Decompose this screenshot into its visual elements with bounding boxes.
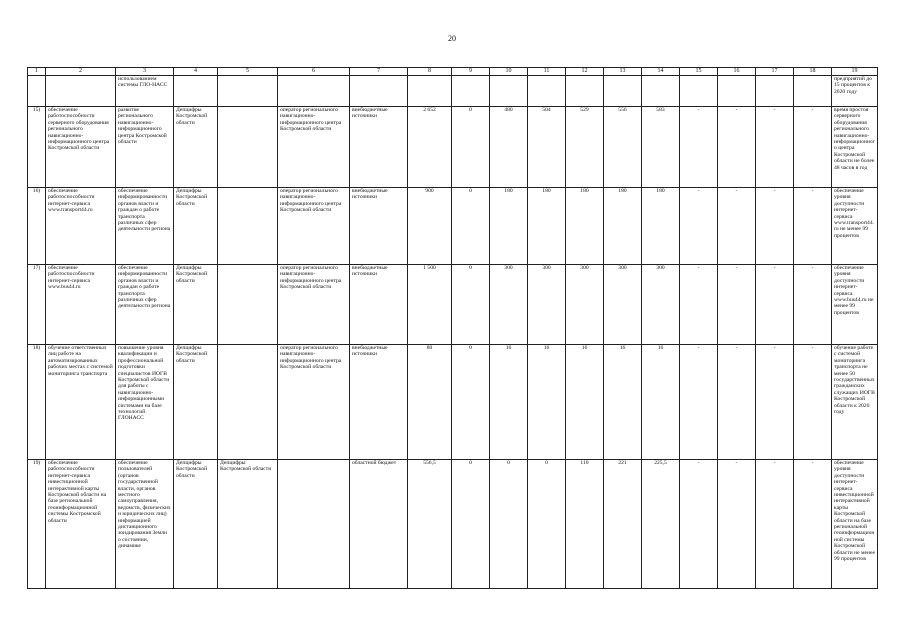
column-header: 15 <box>680 68 718 76</box>
cell <box>408 76 452 107</box>
year-value: - <box>794 345 832 460</box>
executor-cell: Депцифры Костромской области <box>174 460 218 589</box>
year-value: 110 <box>566 460 604 589</box>
year-value: - <box>680 345 718 460</box>
row-number: 16) <box>28 188 46 265</box>
column-header: 17 <box>756 68 794 76</box>
executor-cell: Депцифры Костромской области <box>174 188 218 265</box>
year-value: 583 <box>642 107 680 188</box>
year-value: 225,5 <box>642 460 680 589</box>
column-header: 13 <box>604 68 642 76</box>
total-amount: 2 652 <box>408 107 452 188</box>
year-value: 0 <box>452 265 490 345</box>
column-header: 8 <box>408 68 452 76</box>
year-value: 556 <box>604 107 642 188</box>
coexecutor-cell <box>218 188 278 265</box>
executor-cell: Депцифры Костромской области <box>174 265 218 345</box>
year-value: 0 <box>452 188 490 265</box>
coexecutor-cell <box>218 345 278 460</box>
table-body <box>28 68 878 589</box>
year-value: - <box>756 460 794 589</box>
column-header: 4 <box>174 68 218 76</box>
cell <box>756 76 794 107</box>
continuation-row <box>28 76 878 107</box>
cell <box>680 76 718 107</box>
column-header: 5 <box>218 68 278 76</box>
total-amount: 1 500 <box>408 265 452 345</box>
task-cell: обеспечение информированности органов власти и граждан о работе транспорта различных сфер деятельности региона <box>116 188 174 265</box>
year-value: - <box>680 265 718 345</box>
year-value: - <box>756 107 794 188</box>
year-value: 300 <box>604 265 642 345</box>
year-value: 529 <box>566 107 604 188</box>
year-value: 180 <box>566 188 604 265</box>
result-cell: обеспечение уровня доступности интернет-сервиса www.bus44.ru не менее 99 процентов <box>832 265 878 345</box>
recipient-cell <box>278 460 350 589</box>
year-value: - <box>794 460 832 589</box>
table-row <box>28 345 878 460</box>
task-cell: использованием системы ГЛО-НАСС <box>116 76 174 107</box>
recipient-cell: оператор регионального навигационно-информационного центра Костромской области <box>278 265 350 345</box>
result-cell: обеспечение уровня доступности интернет-сервиса www.transport44.ru не менее 99 процентов <box>832 188 878 265</box>
year-value: 221 <box>604 460 642 589</box>
task-cell: повышение уровня квалификации и профессиональной подготовки специалистов ИОГВ Костромской области для работы с навигационно-информационными системами на базе технологий ГЛОНАСС <box>116 345 174 460</box>
column-header: 10 <box>490 68 528 76</box>
executor-cell: Депцифры Костромской области <box>174 345 218 460</box>
year-value: 180 <box>604 188 642 265</box>
task-cell: обеспечение информированности органов власти и граждан о работе транспорта различных сфер деятельности региона <box>116 265 174 345</box>
row-number: 18) <box>28 345 46 460</box>
page-number: 20 <box>448 34 456 43</box>
column-header: 12 <box>566 68 604 76</box>
cell <box>566 76 604 107</box>
year-value: - <box>794 107 832 188</box>
year-value: 16 <box>528 345 566 460</box>
table-row <box>28 188 878 265</box>
column-header: 9 <box>452 68 490 76</box>
year-value: - <box>680 188 718 265</box>
total-amount: 900 <box>408 188 452 265</box>
table-row <box>28 460 878 589</box>
year-value: 16 <box>566 345 604 460</box>
year-value: 180 <box>528 188 566 265</box>
year-value: - <box>756 345 794 460</box>
year-value: 300 <box>642 265 680 345</box>
result-cell: обучение работе с системой мониторинга транспорта не менее 50 государственных гражданских служащих ИОГВ Костромской области к 2020 году <box>832 345 878 460</box>
measure-name: обеспечение работоспособности интернет-сервиса www.transport44.ru <box>46 188 116 265</box>
measure-name: обеспечение работоспособности интернет-сервиса инвестиционной интерактивной карты Костромской области на базе региональной геоинформационной системы Костромской области <box>46 460 116 589</box>
result-cell: обеспечение уровня доступности интернет-сервиса инвестиционной интерактивной карты Костромской области на базе региональной геоинформационной системы Костромской области не менее 99 процентов <box>832 460 878 589</box>
cell <box>278 76 350 107</box>
executor-cell: Депцифры Костромской области <box>174 107 218 188</box>
column-header: 18 <box>794 68 832 76</box>
year-value: - <box>718 188 756 265</box>
year-value: 16 <box>604 345 642 460</box>
year-value: - <box>794 265 832 345</box>
cell <box>718 76 756 107</box>
total-amount: 80 <box>408 345 452 460</box>
row-number: 17) <box>28 265 46 345</box>
funding-source: внебюджетные источники <box>350 188 408 265</box>
year-value: 480 <box>490 107 528 188</box>
year-value: 504 <box>528 107 566 188</box>
row-number: 19) <box>28 460 46 589</box>
task-cell: развитие регионального навигационно-информационного центра Костромской области <box>116 107 174 188</box>
year-value: - <box>680 107 718 188</box>
year-value: 180 <box>642 188 680 265</box>
recipient-cell: оператор регионального навигационно-информационного центра Костромской области <box>278 188 350 265</box>
column-header: 16 <box>718 68 756 76</box>
row-number: 15) <box>28 107 46 188</box>
task-cell: обеспечение пользователей (органов государственной власти, органов местного самоуправления, ведомств, физических и юридических лиц) информацией дистанционного зондирования Земли о состоянии, динамике <box>116 460 174 589</box>
recipient-cell: оператор регионального навигационно-информационного центра Костромской области <box>278 345 350 460</box>
column-header: 11 <box>528 68 566 76</box>
column-header: 7 <box>350 68 408 76</box>
year-value: 0 <box>490 460 528 589</box>
table-row <box>28 107 878 188</box>
cell <box>642 76 680 107</box>
year-value: 16 <box>490 345 528 460</box>
year-value: 300 <box>528 265 566 345</box>
column-header: 6 <box>278 68 350 76</box>
year-value: 300 <box>566 265 604 345</box>
column-header: 1 <box>28 68 46 76</box>
cell <box>528 76 566 107</box>
coexecutor-cell <box>218 107 278 188</box>
result-cell: время простоя серверного оборудования регионального навигационно-информационного центра Костромской области не более 48 часов в год <box>832 107 878 188</box>
year-value: - <box>756 188 794 265</box>
cell <box>452 76 490 107</box>
year-value: - <box>718 265 756 345</box>
cell <box>604 76 642 107</box>
column-header: 3 <box>116 68 174 76</box>
cell <box>46 76 116 107</box>
measure-name: обучение ответственных лиц работе на автоматизированных рабочих местах с системой мониторинга транспорта <box>46 345 116 460</box>
year-value: 0 <box>452 460 490 589</box>
funding-source: внебюджетные источники <box>350 107 408 188</box>
cell <box>28 76 46 107</box>
year-value: - <box>718 460 756 589</box>
year-value: - <box>794 188 832 265</box>
year-value: - <box>680 460 718 589</box>
coexecutor-cell: Депцифры Костромской области <box>218 460 278 589</box>
cell <box>174 76 218 107</box>
result-cell: предприятий до 15 процентов к 2020 году <box>832 76 878 107</box>
total-amount: 556,5 <box>408 460 452 589</box>
recipient-cell: оператор регионального навигационно-информационного центра Костромской области <box>278 107 350 188</box>
cell <box>350 76 408 107</box>
year-value: 0 <box>452 345 490 460</box>
year-value: 0 <box>528 460 566 589</box>
column-header: 19 <box>832 68 878 76</box>
funding-source: областной бюджет <box>350 460 408 589</box>
cell <box>490 76 528 107</box>
year-value: - <box>756 265 794 345</box>
measure-name: обеспечение работоспособности интернет-сервиса www.bus44.ru <box>46 265 116 345</box>
year-value: 300 <box>490 265 528 345</box>
year-value: - <box>718 107 756 188</box>
cell <box>218 76 278 107</box>
funding-source: внебюджетные источники <box>350 345 408 460</box>
cell <box>794 76 832 107</box>
coexecutor-cell <box>218 265 278 345</box>
year-value: 180 <box>490 188 528 265</box>
year-value: 0 <box>452 107 490 188</box>
column-header: 2 <box>46 68 116 76</box>
header-row <box>28 68 878 76</box>
measure-name: обеспечение работоспособности серверного оборудования регионального навигационно-информационного центра Костромской области <box>46 107 116 188</box>
year-value: - <box>718 345 756 460</box>
column-header: 14 <box>642 68 680 76</box>
table-row <box>28 265 878 345</box>
program-table <box>27 67 878 589</box>
year-value: 16 <box>642 345 680 460</box>
funding-source: внебюджетные источники <box>350 265 408 345</box>
